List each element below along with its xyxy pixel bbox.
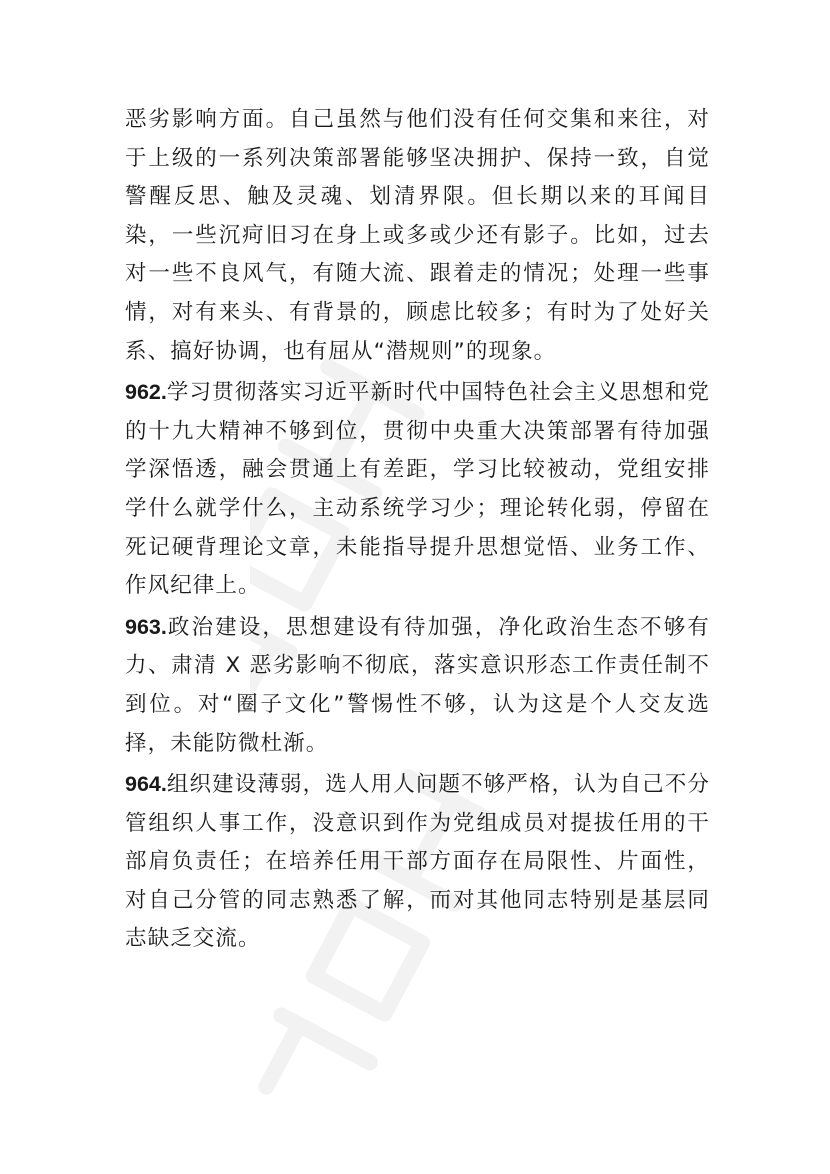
paragraph-text: 学习贯彻落实习近平新时代中国特色社会主义思想和党的十九大精神不够到位，贯彻中央重大决策部署有待加强学深悟透，融会贯通上有差距，学习比较被动，党组安排学什么就学什么，主动系统学习少；理论转化弱，停留在死记硬背理论文章，未能指导提升思想觉悟、业务工作、作风纪律上。 [125,380,710,599]
document-body [125,100,710,961]
paragraph-text: 政治建设，思想建设有待加强，净化政治生态不够有力、肃清 X 恶劣影响不彻底，落实意识形态工作责任制不到位。对“圈子文化”警惕性不够，认为这是个人交友选择，未能防微杜渐。 [125,614,710,756]
paragraph-number: 963. [125,614,167,639]
paragraph-963 [125,608,710,763]
paragraph-number: 962. [125,380,167,405]
paragraph-962 [125,373,710,606]
paragraph-text: 恶劣影响方面。自己虽然与他们没有任何交集和来往，对于上级的一系列决策部署能够坚决拥护、保持一致，自觉警醒反思、触及灵魂、划清界限。但长期以来的耳闻目染，一些沉疴旧习在身上或多或少还有影子。比如，过去对一些不良风气，有随大流、跟着走的情况；处理一些事情，对有来头、有背景的，顾虑比较多；有时为了处好关系、搞好协调，也有屈从“潜规则”的现象。 [125,107,710,364]
paragraph-text: 组织建设薄弱，选人用人问题不够严格，认为自己不分管组织人事工作，没意识到作为党组成员对提拔任用的干部肩负责任；在培养任用干部方面存在局限性、片面性，对自己分管的同志熟悉了解，而对其他同志特别是基层同志缺乏交流。 [125,772,710,952]
paragraph-continuation [125,100,710,371]
paragraph-number: 964. [125,772,167,797]
paragraph-964 [125,765,710,959]
